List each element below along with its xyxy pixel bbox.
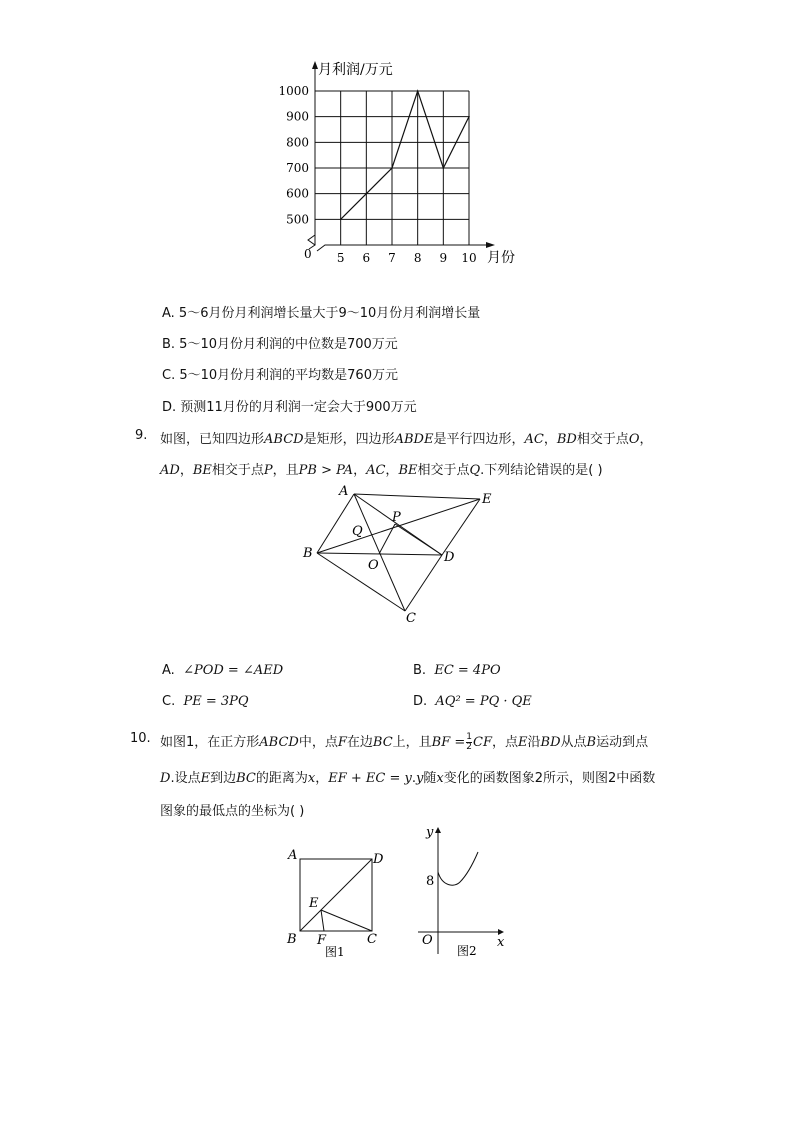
segment-ae	[354, 494, 480, 499]
q10-text-line3: 图象的最低点的坐标为( )	[160, 804, 305, 819]
diagonal-bd	[300, 859, 372, 931]
segment-bc	[317, 553, 405, 611]
x-tick-label: 5	[336, 251, 345, 265]
q9-text-line1: 如图，已知四边形ABCD是矩形，四边形ABDE是平行四边形，AC，BD相交于点O，	[160, 432, 653, 447]
segment-dc	[405, 555, 442, 611]
label-d: D	[444, 550, 455, 565]
label-q: Q	[352, 524, 363, 539]
series-line-monthly-profit	[341, 91, 469, 219]
q8-option-d[interactable]: D. 预测11月份的月利润一定会大于900万元	[162, 400, 417, 415]
segment-ef	[321, 910, 324, 931]
fig2-label-8: 8	[426, 874, 435, 889]
segment-ed	[442, 499, 480, 555]
segment-po	[379, 524, 395, 554]
label-e: E	[482, 492, 492, 507]
fig2-curve	[438, 852, 478, 885]
x-tick-label: 7	[388, 251, 396, 265]
chart-series	[340, 90, 470, 220]
chart-axes	[308, 61, 495, 251]
profit-chart	[278, 55, 520, 270]
fig1-label-b: B	[287, 932, 297, 947]
data-point	[340, 219, 342, 221]
y-tick-label: 500	[286, 212, 309, 227]
fig1-label-a: A	[288, 848, 298, 863]
q10-text-line2: D.设点E到边BC的距离为x，EF + EC = y.y随x变化的函数图象2所示，则图2中函数	[160, 771, 656, 786]
fig2-label-x: x	[497, 935, 505, 950]
q10-figure-2	[410, 822, 515, 960]
fig1-label-d: D	[373, 852, 384, 867]
q9-figure	[295, 480, 505, 630]
fig2-caption: 图2	[457, 944, 477, 958]
label-p: P	[392, 510, 401, 525]
x-axis-arrow	[486, 242, 495, 248]
origin-label: 0	[304, 247, 312, 261]
x-axis-break	[317, 245, 329, 251]
y-tick-label: 800	[286, 135, 309, 150]
y-tick-label: 1000	[278, 84, 309, 98]
x-tick-label: 10	[461, 251, 477, 265]
fig2-label-y: y	[426, 825, 434, 840]
q9-option-b[interactable]: B. EC = 4PO	[413, 663, 501, 678]
data-point	[443, 167, 445, 169]
data-point	[391, 167, 393, 169]
fig1-caption: 图1	[325, 945, 345, 959]
q9-number: 9.	[135, 428, 148, 443]
label-b: B	[303, 546, 313, 561]
q8-option-c[interactable]: C. 5～10月份月利润的平均数是760万元	[162, 368, 398, 383]
q10-text-line1: 如图1，在正方形ABCD中，点F在边BC上，且BF = $\frac{1}{2}$ CF，点E沿BD从点B运动到点	[160, 732, 649, 752]
label-c: C	[406, 611, 416, 626]
label-o: O	[368, 558, 379, 573]
label-a: A	[339, 484, 349, 499]
q8-option-a[interactable]: A. 5～6月份月利润增长量大于9～10月份月利润增长量	[162, 306, 481, 321]
fig1-label-c: C	[367, 932, 377, 947]
fig1-label-f: F	[317, 933, 327, 948]
chart-ticks	[278, 84, 476, 265]
q9-option-c[interactable]: C. PE = 3PQ	[162, 694, 249, 709]
x-tick-label: 8	[413, 251, 422, 265]
q8-option-b[interactable]: B. 5～10月份月利润的中位数是700万元	[162, 337, 398, 352]
data-point	[468, 116, 470, 118]
q9-option-d[interactable]: D. AQ² = PQ · QE	[413, 694, 532, 709]
data-point	[417, 90, 419, 92]
fig2-label-o: O	[422, 933, 433, 948]
data-point	[366, 193, 368, 195]
q9-option-a[interactable]: A. ∠POD = ∠AED	[162, 663, 284, 678]
y-tick-label: 900	[286, 109, 309, 124]
y-axis-label: 月利润/万元	[318, 62, 393, 78]
fraction-one-half: $\frac{1}{2}$	[466, 732, 473, 752]
q9-text-line2: AD，BE相交于点P，且PB > PA，AC，BE相交于点Q.下列结论错误的是( )	[160, 463, 603, 478]
segment-ec	[321, 910, 372, 931]
fig1-label-e: E	[309, 896, 319, 911]
segment-pd	[395, 524, 442, 555]
q10-figure-1	[282, 845, 392, 960]
q10-number: 10.	[130, 731, 151, 746]
segment-ab	[317, 494, 354, 553]
x-tick-label: 6	[362, 251, 371, 265]
x-axis-label: 月份	[487, 250, 515, 266]
x-tick-label: 9	[439, 251, 448, 265]
y-tick-label: 700	[286, 161, 309, 175]
y-tick-label: 600	[286, 186, 309, 201]
